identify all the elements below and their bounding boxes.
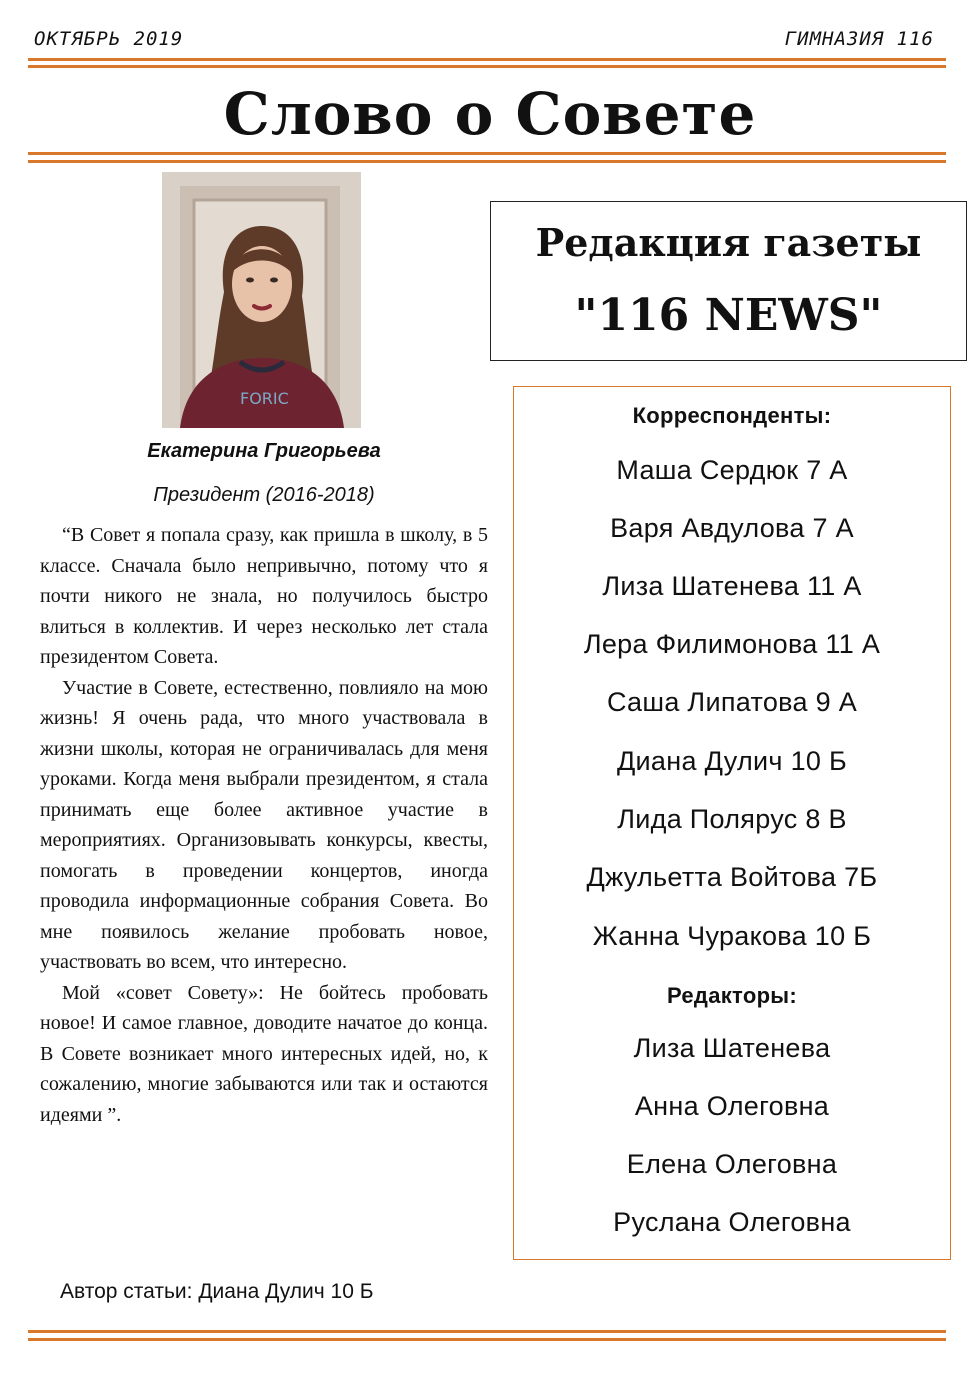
svg-text:FORIC: FORIC (240, 389, 289, 408)
title-rule-1 (28, 152, 946, 155)
photo-caption-name: Екатерина Григорьева (147, 440, 381, 462)
correspondent-item: Жанна Чуракова 10 Б (592, 921, 872, 951)
editor-item: Руслана Олеговна (613, 1207, 851, 1237)
title-rule-2 (28, 160, 946, 163)
correspondent-item: Маша Сердюк 7 А (616, 455, 848, 485)
editor-item: Лиза Шатенева (633, 1033, 831, 1063)
issue-date: ОКТЯБРЬ 2019 (34, 28, 184, 50)
editorial-box (490, 201, 967, 361)
editorial-title: Редакция газеты (535, 220, 922, 265)
school-name: ГИМНАЗИЯ 116 (784, 28, 934, 50)
article-paragraph: Мой «совет Совету»: Не бойтесь пробовать новое! И самое главное, доводите начатое до конца. В Совете возникает много интересных идей, но, к сожалению, многие забываются или так и остаются идеями ”. (40, 981, 488, 1126)
top-rule-2 (28, 65, 946, 68)
staff-box (513, 386, 951, 1260)
correspondent-item: Лера Филимонова 11 А (583, 629, 881, 659)
photo-caption-role: Президент (2016-2018) (153, 484, 375, 506)
article-paragraph: “В Совет я попала сразу, как пришла в школу, в 5 классе. Сначала было непривычно, потому что я почти никого не знала, но получилось быстро влиться в коллектив. И через несколько лет стала президентом Совета. (40, 524, 488, 668)
correspondent-item: Джульетта Войтова 7Б (586, 862, 878, 892)
bottom-rule-1 (28, 1330, 946, 1333)
editor-item: Анна Олеговна (634, 1091, 830, 1121)
top-rule-1 (28, 58, 946, 61)
newspaper-name: "116 NEWS" (574, 290, 883, 341)
article-author: Автор статьи: Диана Дулич 10 Б (60, 1280, 374, 1303)
correspondent-item: Диана Дулич 10 Б (616, 746, 848, 776)
article-paragraph: Участие в Совете, естественно, повлияло на мою жизнь! Я очень рада, что много участвовала в жизни школы, которая не ограничивалась для меня уроками. Когда меня выбрали президентом, я стала принимать еще более активное участие в мероприятиях. Организовывать конкурсы, квесты, помогать в проведении концертов, иногда проводила информационные собрания Совета. Во мне появилось желание пробовать новое, участвовать во всем, что интересно. (40, 676, 488, 973)
bottom-rule-2 (28, 1338, 946, 1341)
page-title: Слово о Совете (223, 80, 757, 148)
correspondents-heading: Корреспонденты: (632, 403, 832, 428)
correspondent-item: Саша Липатова 9 А (606, 687, 858, 717)
portrait-photo (162, 172, 361, 428)
correspondent-item: Варя Авдулова 7 А (610, 513, 854, 543)
editors-heading: Редакторы: (666, 983, 798, 1008)
article-body (40, 520, 488, 1130)
correspondent-item: Лида Полярус 8 В (617, 804, 847, 834)
editor-item: Елена Олеговна (626, 1149, 838, 1179)
portrait-illustration (162, 172, 361, 428)
correspondent-item: Лиза Шатенева 11 А (602, 571, 862, 601)
